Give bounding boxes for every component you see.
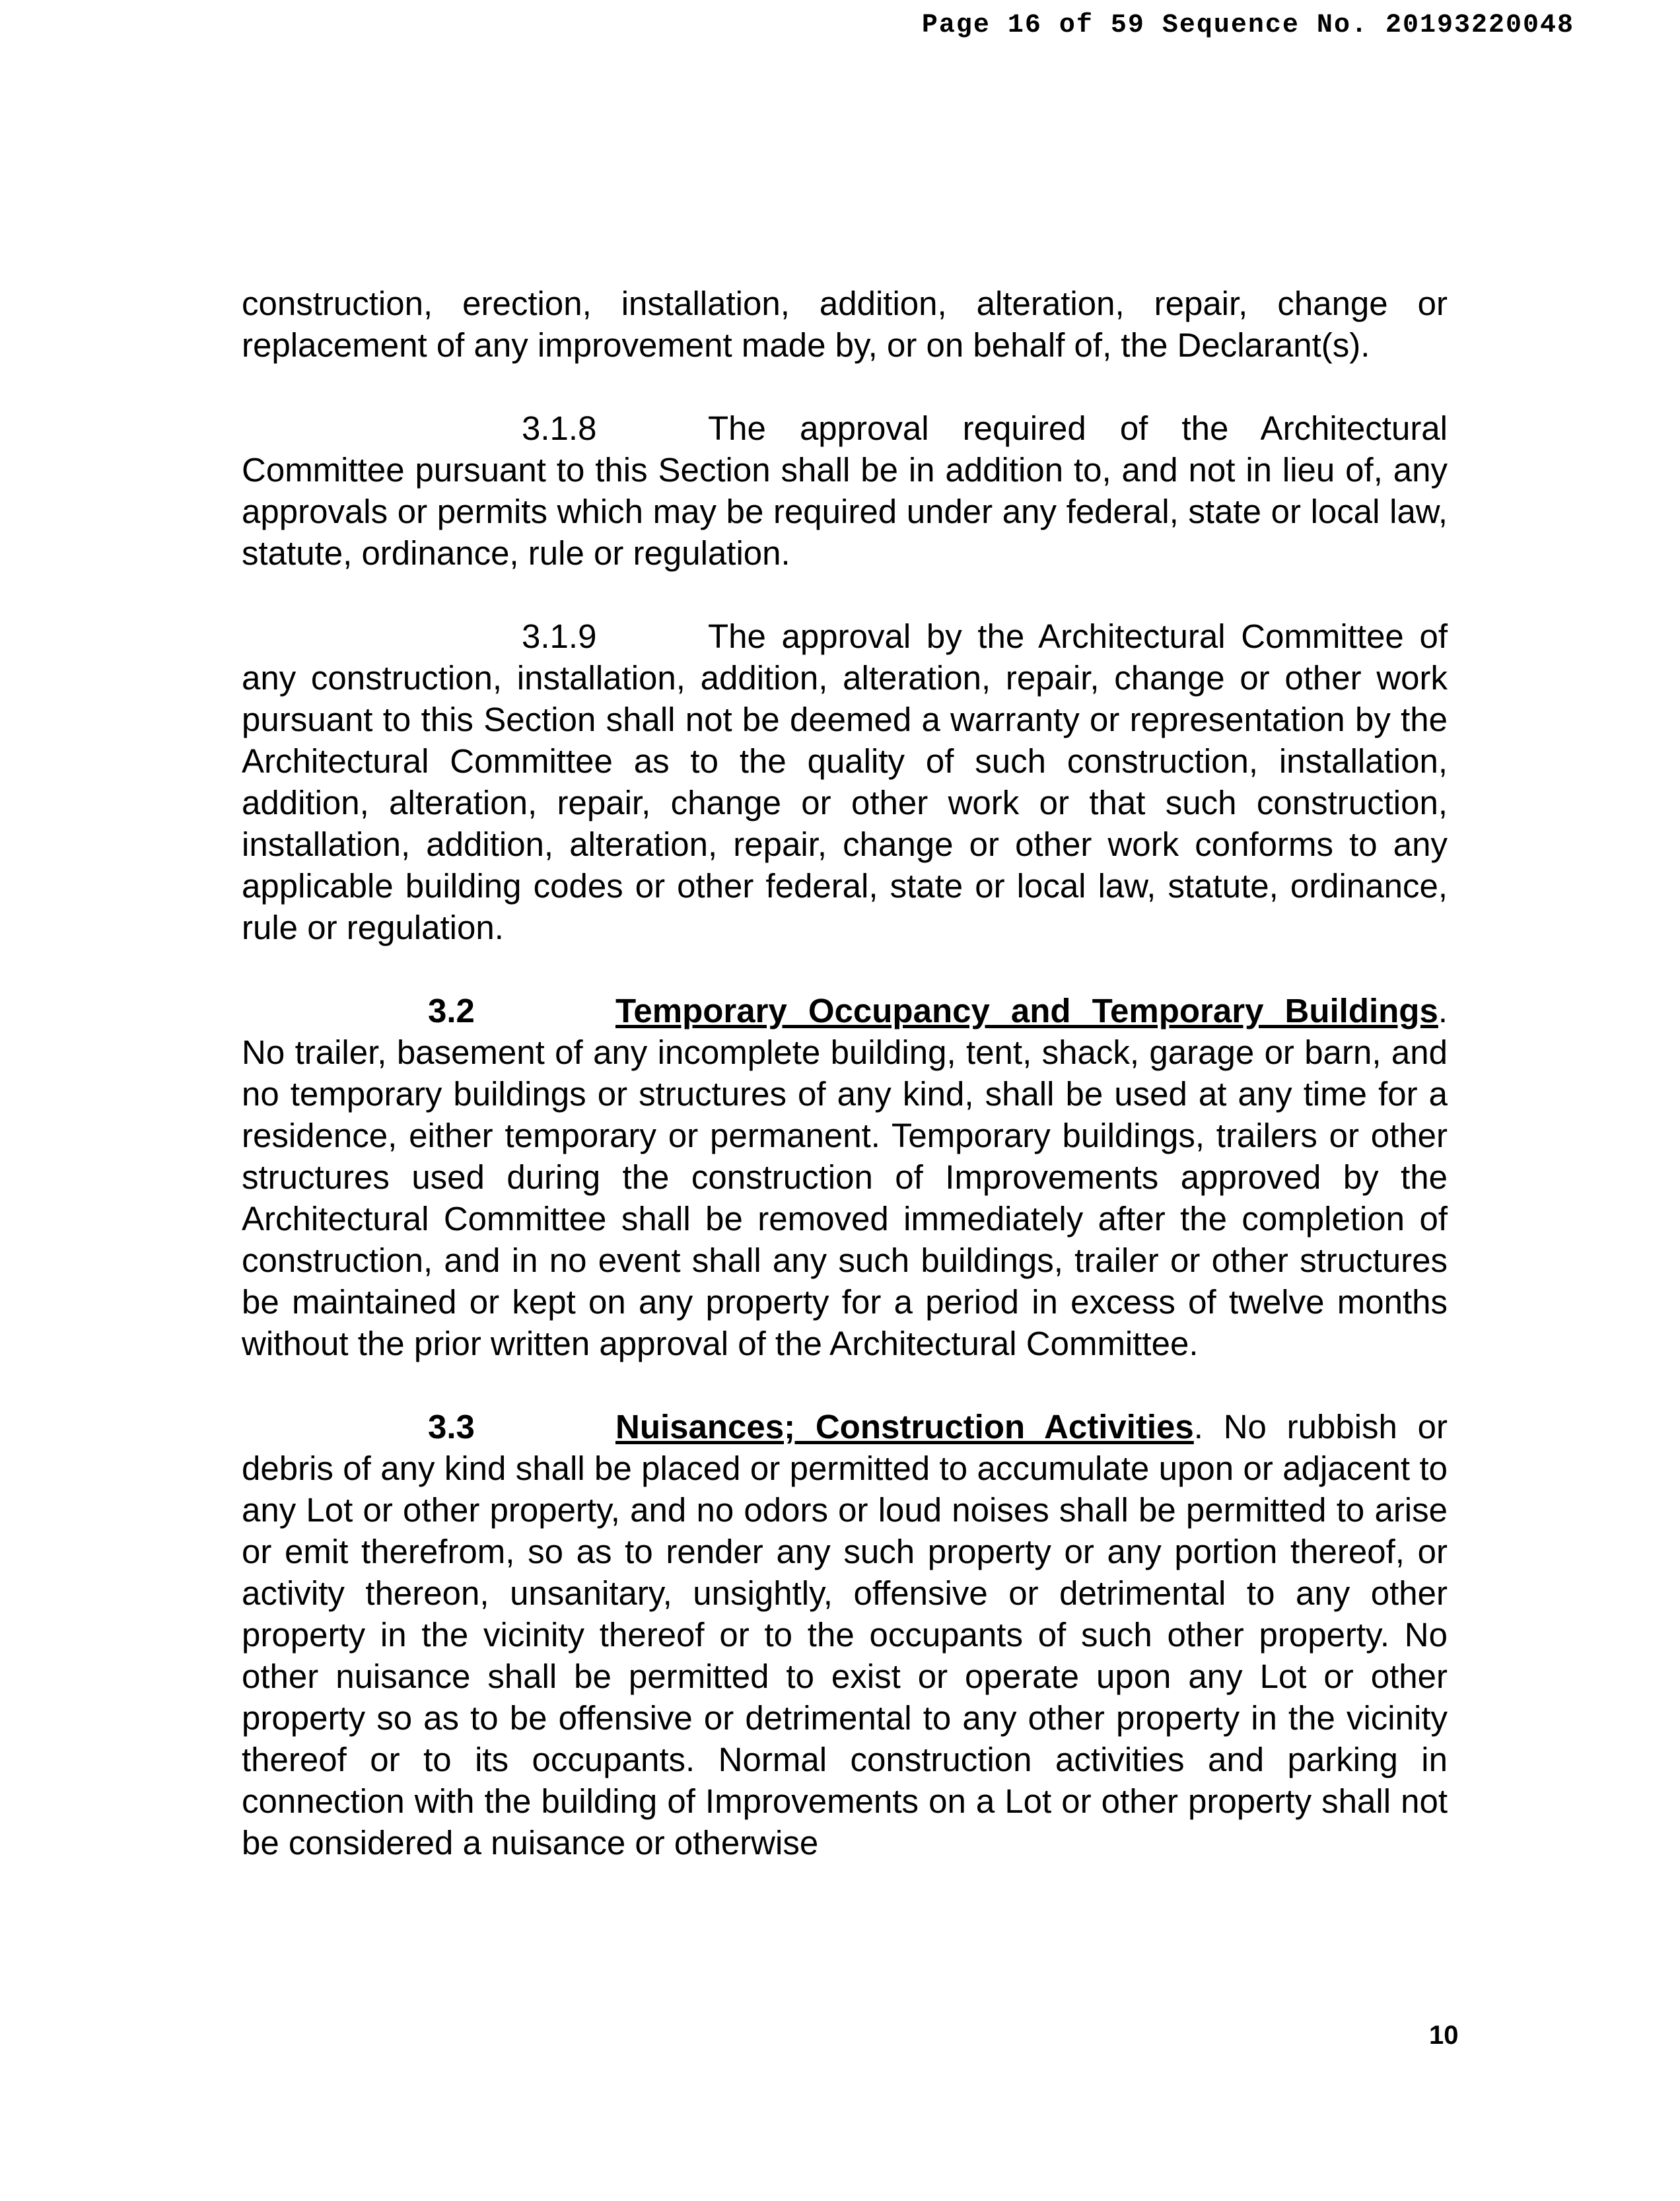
- section-3-3: [242, 1406, 1448, 1864]
- section-number: 3.3: [428, 1408, 475, 1446]
- document-body: [242, 283, 1448, 1864]
- paragraph-3-1-9: [242, 615, 1448, 948]
- section-title-period: .: [1193, 1408, 1203, 1446]
- section-title: Temporary Occupancy and Temporary Buildings: [615, 992, 1438, 1030]
- section-text: No trailer, basement of any incomplete building, tent, shack, garage or barn, and no temporary buildings or structures of any kind, shall be used at any time for a residence, either temporary or permanent. Temporary buildings, trailers or other structures used during the construction of Improvements approved by the Architectural Committee shall be removed immediately after the completion of construction, and in no event shall any such buildings, trailer or other structures be maintained or kept on any property for a period in excess of twelve months without the prior written approval of the Architectural Committee.: [242, 1033, 1448, 1362]
- section-text: No rubbish or debris of any kind shall be placed or permitted to accumulate upon or adjacent to any Lot or other property, and no odors or loud noises shall be permitted to arise or emit therefrom, so as to render any such property or any portion thereof, or activity thereon, unsanitary, unsightly, offensive or detrimental to any other property in the vicinity thereof or to the occupants of such other property. No other nuisance shall be permitted to exist or operate upon any Lot or other property so as to be offensive or detrimental to any other property in the vicinity thereof or to its occupants. Normal construction activities and parking in connection with the building of Improvements on a Lot or other property shall not be considered a nuisance or otherwise: [242, 1408, 1448, 1862]
- section-title-period: .: [1438, 992, 1448, 1030]
- section-title: Nuisances; Construction Activities: [615, 1408, 1194, 1446]
- page-number: 10: [1429, 2021, 1459, 2050]
- paragraph-continuation: construction, erection, installation, addition, alteration, repair, change or replacement of any improvement made by, or on behalf of, the Declarant(s).: [242, 285, 1448, 364]
- paragraph-number: 3.1.9: [522, 617, 597, 655]
- page-header-sequence: Page 16 of 59 Sequence No. 20193220048: [921, 11, 1574, 40]
- paragraph-text: The approval by the Architectural Committee of any construction, installation, addition, alteration, repair, change or other work pursuant to this Section shall not be deemed a warranty or representation by the Architectural Committee as to the quality of such construction, installation, addition, alteration, repair, change or other work or that such construction, installation, addition, alteration, repair, change or other work conforms to any applicable building codes or other federal, state or local law, statute, ordinance, rule or regulation.: [242, 617, 1448, 946]
- section-number: 3.2: [428, 992, 475, 1030]
- paragraph-3-1-8: [242, 407, 1448, 574]
- paragraph-text: The approval required of the Architectural Committee pursuant to this Section shall be in addition to, and not in lieu of, any approvals or permits which may be required under any federal, state or local law, statute, ordinance, rule or regulation.: [242, 409, 1448, 572]
- paragraph-number: 3.1.8: [522, 409, 597, 447]
- section-3-2: [242, 990, 1448, 1364]
